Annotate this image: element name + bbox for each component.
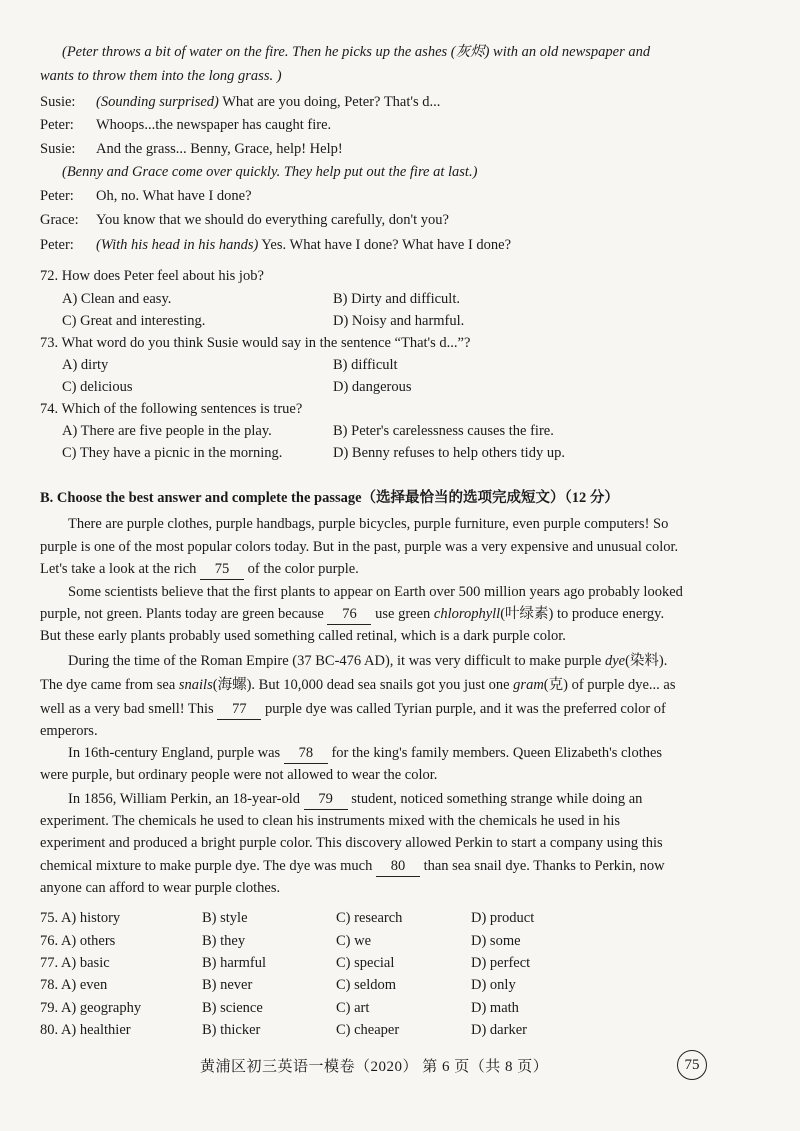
- option: D) only: [471, 977, 516, 993]
- option: D) darker: [471, 1022, 527, 1038]
- option: C) art: [336, 1000, 370, 1016]
- passage-line: purple, not green. Plants today are green because 76 use green chlorophyll(叶绿素) to produce energy.: [40, 604, 664, 625]
- option-row-80: 80. A) healthier: [40, 1022, 131, 1038]
- option-row-76: 76. A) others: [40, 933, 116, 949]
- stage-direction-cont: wants to throw them into the long grass. ): [40, 68, 282, 84]
- passage-line: experiment and produced a bright purple color. This discovery allowed Perkin to start a company using this: [40, 835, 663, 851]
- option: C) Great and interesting.: [62, 313, 206, 329]
- passage-line: But these early plants probably used something called retinal, which is a dark purple color.: [40, 628, 566, 644]
- page-number-circle: 75: [677, 1050, 707, 1080]
- passage-line: well as a very bad smell! This 77 purple dye was called Tyrian purple, and it was the preferred color of: [40, 699, 666, 720]
- passage-line: During the time of the Roman Empire (37 BC-476 AD), it was very difficult to make purple dye(染料).: [68, 653, 668, 669]
- option: A) There are five people in the play.: [62, 423, 272, 439]
- blank-79: 79: [304, 789, 348, 810]
- option: D) dangerous: [333, 379, 412, 395]
- option-row-75: 75. A) history: [40, 910, 121, 926]
- stage-direction: (Benny and Grace come over quickly. They help put out the fire at last.): [62, 164, 478, 180]
- question-73: 73. What word do you think Susie would say in the sentence “That's d...”?: [40, 335, 471, 351]
- option: A) dirty: [62, 357, 109, 373]
- option: D) some: [471, 933, 521, 949]
- option: A) Clean and easy.: [62, 291, 172, 307]
- option: B) never: [202, 977, 253, 993]
- question-74: 74. Which of the following sentences is true?: [40, 401, 303, 417]
- option: C) They have a picnic in the morning.: [62, 445, 283, 461]
- passage-line: The dye came from sea snails(海螺). But 10,000 dead sea snails got you just one gram(克) of purple dye... as: [40, 677, 676, 693]
- blank-75: 75: [200, 559, 244, 580]
- option: D) perfect: [471, 955, 531, 971]
- option: B) Dirty and difficult.: [333, 291, 460, 307]
- option: B) difficult: [333, 357, 398, 373]
- option: B) science: [202, 1000, 263, 1016]
- passage-line: anyone can afford to wear purple clothes.: [40, 880, 281, 896]
- section-b-heading: B. Choose the best answer and complete the passage（选择最恰当的选项完成短文）（12 分）: [40, 490, 619, 506]
- option: C) we: [336, 933, 372, 949]
- question-72: 72. How does Peter feel about his job?: [40, 268, 264, 284]
- option: B) Peter's carelessness causes the fire.: [333, 423, 554, 439]
- passage-line: In 16th-century England, purple was 78 for the king's family members. Queen Elizabeth's clothes: [68, 743, 662, 764]
- passage-line: experiment. The chemicals he used to clean his instruments mixed with the chemicals he used in his: [40, 813, 620, 829]
- option: C) delicious: [62, 379, 133, 395]
- passage-line: There are purple clothes, purple handbags, purple bicycles, purple furniture, even purple computers! So: [68, 516, 669, 532]
- blank-78: 78: [284, 743, 328, 764]
- stage-direction: (Peter throws a bit of water on the fire. Then he picks up the ashes (灰烬) with an old newspaper and: [62, 44, 651, 60]
- option-row-79: 79. A) geography: [40, 1000, 142, 1016]
- passage-line: chemical mixture to make purple dye. The dye was much 80 than sea snail dye. Thanks to Perkin, now: [40, 856, 665, 877]
- blank-77: 77: [217, 699, 261, 720]
- passage-line: purple is one of the most popular colors today. But in the past, purple was a very expensive and unusual color.: [40, 539, 679, 555]
- option: C) special: [336, 955, 395, 971]
- option: D) Noisy and harmful.: [333, 313, 465, 329]
- option: D) math: [471, 1000, 519, 1016]
- option: C) research: [336, 910, 403, 926]
- option: C) seldom: [336, 977, 397, 993]
- passage-line: Some scientists believe that the first plants to appear on Earth over 500 million years ago probably looked: [68, 584, 683, 600]
- passage-line: were purple, but ordinary people were not allowed to wear the color.: [40, 767, 438, 783]
- option: B) style: [202, 910, 248, 926]
- option: B) they: [202, 933, 246, 949]
- option: B) harmful: [202, 955, 267, 971]
- option-row-77: 77. A) basic: [40, 955, 110, 971]
- blank-80: 80: [376, 856, 420, 877]
- passage-line: Let's take a look at the rich 75 of the color purple.: [40, 559, 359, 580]
- passage-line: emperors.: [40, 723, 98, 739]
- passage-line: In 1856, William Perkin, an 18-year-old 79 student, noticed something strange while doing an: [68, 789, 642, 810]
- page-footer: 黄浦区初三英语一模卷（2020） 第 6 页（共 8 页）: [200, 1059, 549, 1075]
- option: D) Benny refuses to help others tidy up.: [333, 445, 565, 461]
- blank-76: 76: [327, 604, 371, 625]
- option: B) thicker: [202, 1022, 261, 1038]
- option: D) product: [471, 910, 535, 926]
- option: C) cheaper: [336, 1022, 400, 1038]
- option-row-78: 78. A) even: [40, 977, 108, 993]
